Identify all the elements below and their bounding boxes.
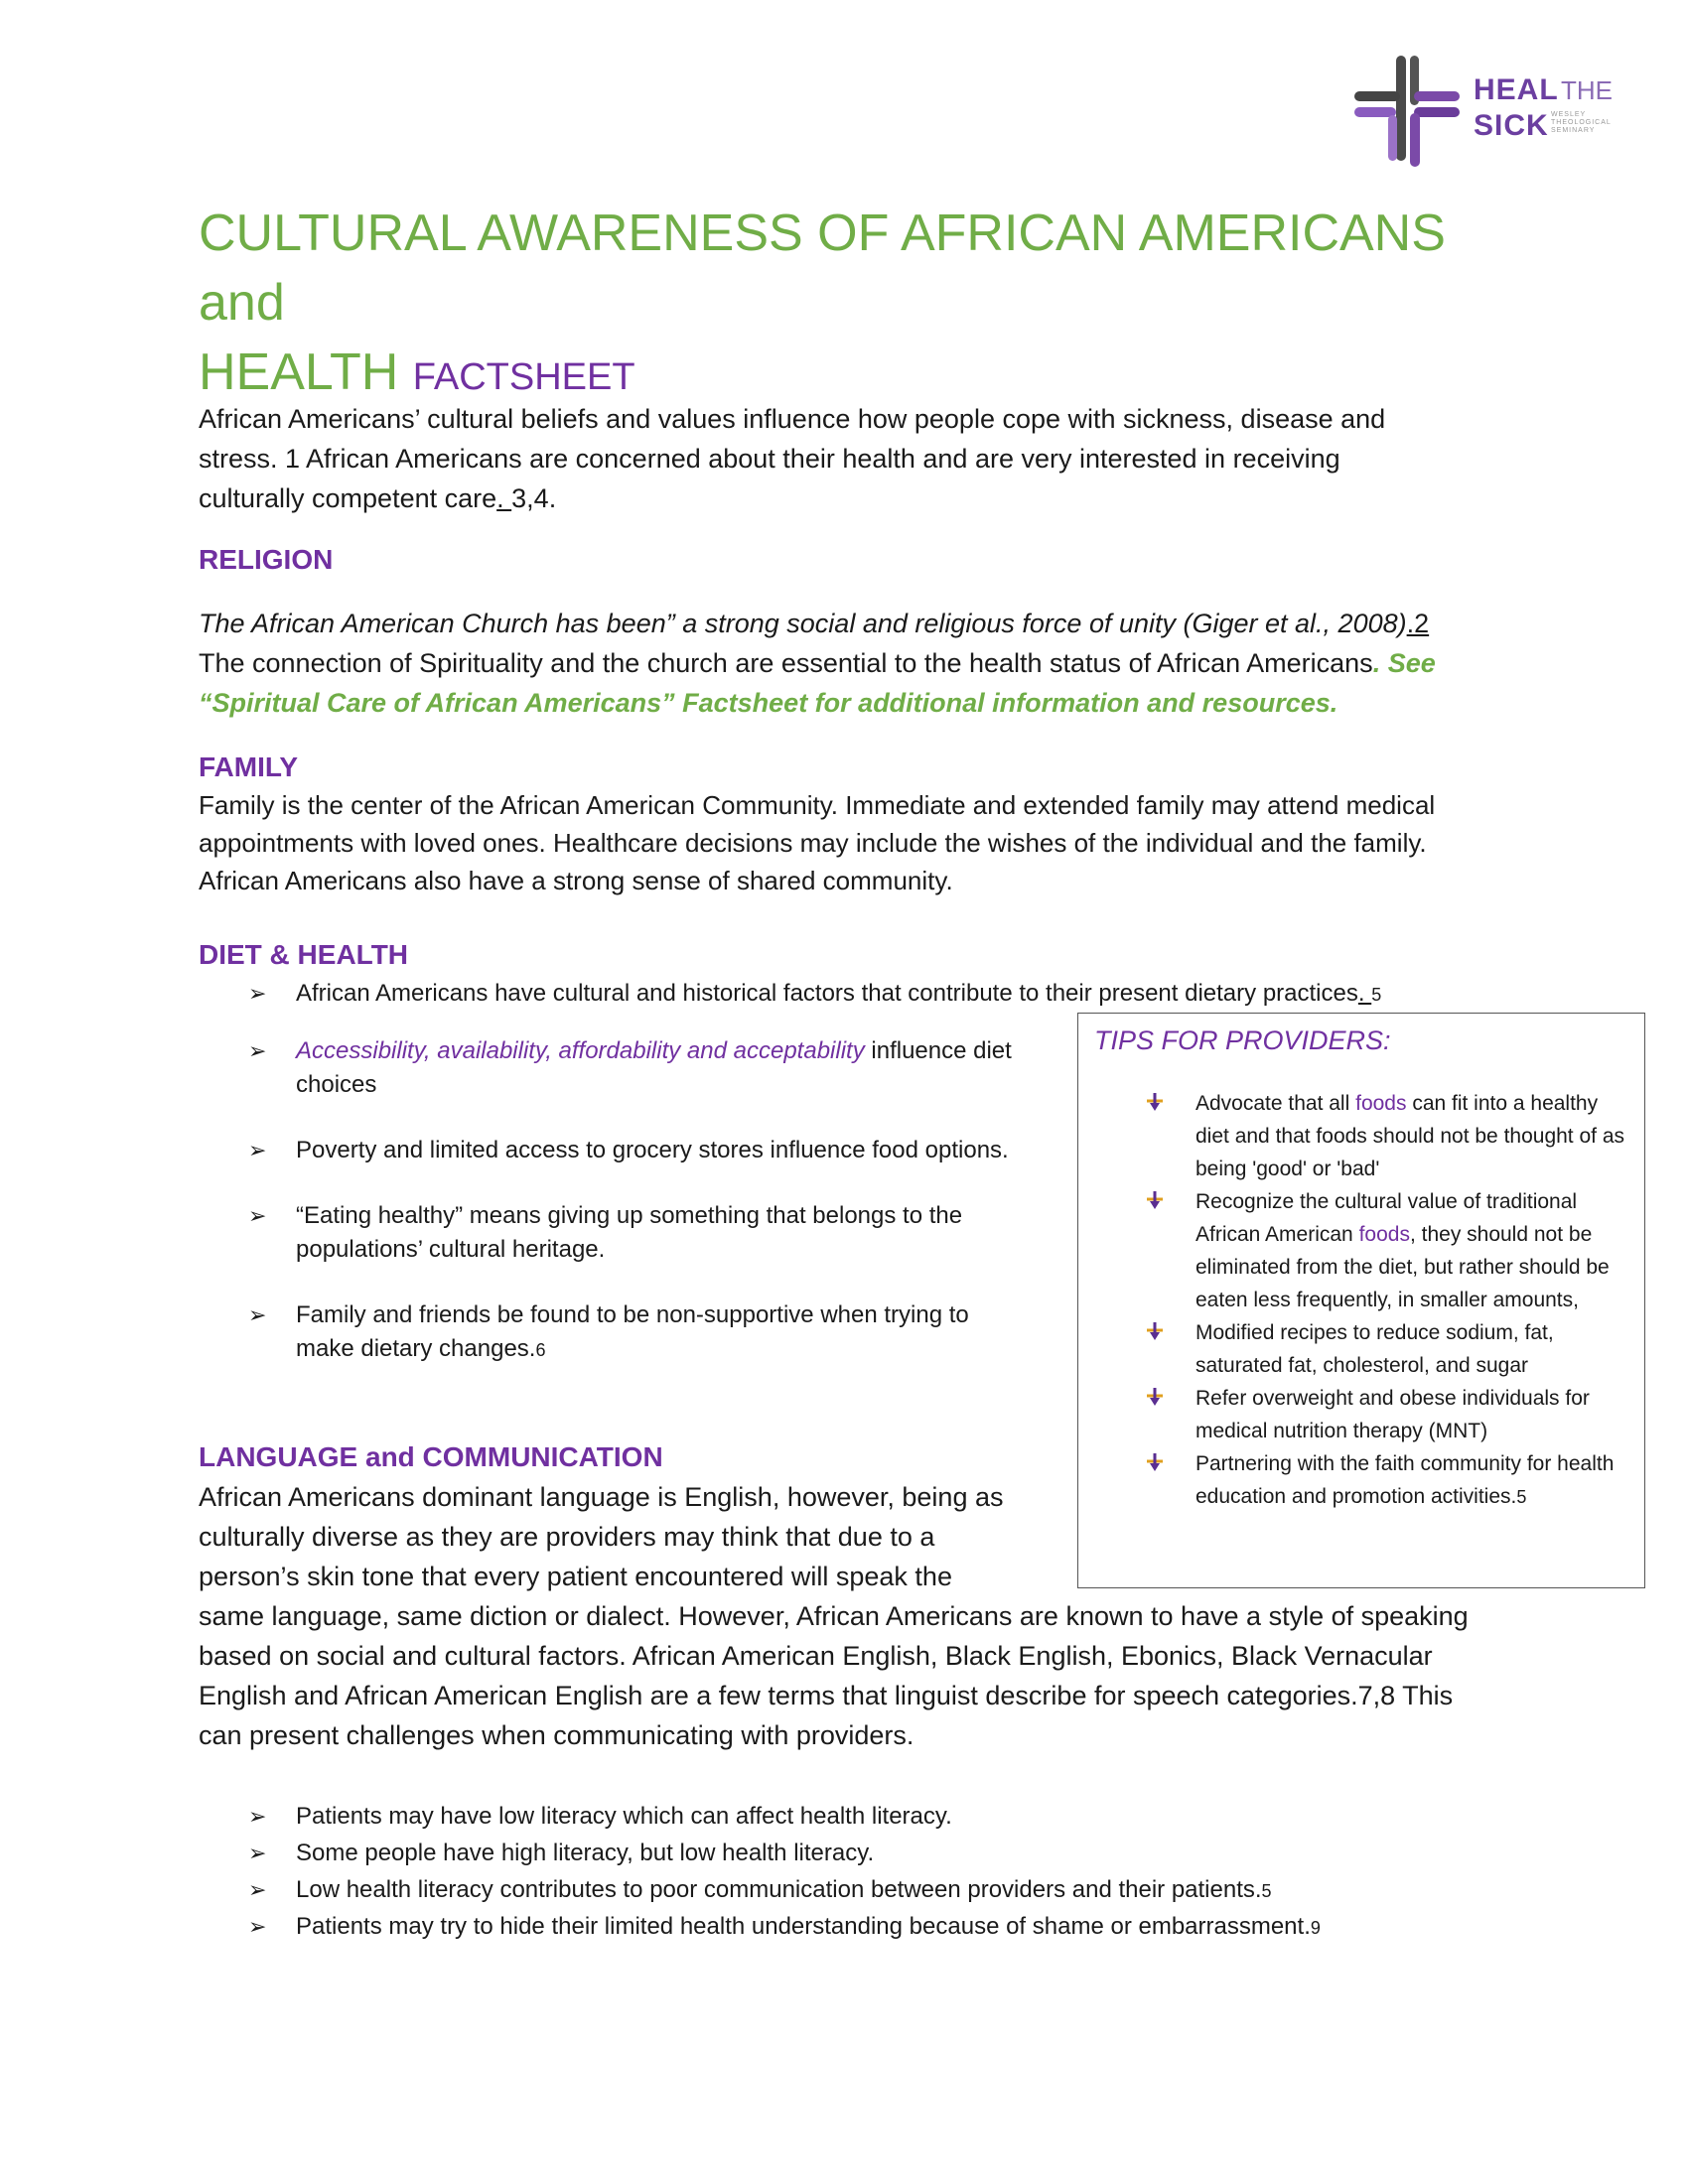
- cross-logo-icon: [1352, 52, 1462, 169]
- language-heading: LANGUAGE and COMMUNICATION: [199, 1441, 663, 1472]
- list-item: ➢ African Americans have cultural and historical factors that contribute to their present dietary practices. 5: [199, 977, 1539, 1012]
- arrow-bullet-icon: ➢: [248, 1804, 267, 1829]
- family-paragraph: Family is the center of the African American Community. Immediate and extended family may attend medical appointments with loved ones. Healthcare decisions may include the wishes of the individual and the family. African Americans also have a strong sense of shared community.: [199, 790, 1436, 895]
- family-heading: FAMILY: [199, 751, 299, 782]
- language-line-3: person’s skin tone that every patient encountered will speak the: [199, 1562, 952, 1591]
- religion-text: The connection of Spirituality and the church are essential to the health status of African Americans: [199, 648, 1373, 678]
- logo-the-text: THE: [1561, 75, 1613, 105]
- diet-list: [199, 1034, 1033, 1367]
- intro-ref: 3,4.: [511, 483, 557, 513]
- language-line-1: African Americans dominant language is English, however, being as: [199, 1482, 1004, 1512]
- list-item: ➢ Patients may try to hide their limited health understanding because of shame or embarrassment.9: [199, 1909, 1539, 1946]
- diet-heading: DIET & HEALTH: [199, 939, 409, 970]
- arrow-bullet-icon: ➢: [248, 1914, 267, 1939]
- list-item: ➢ Some people have high literacy, but low health literacy.: [199, 1836, 1539, 1872]
- title-factsheet: FACTSHEET: [412, 356, 635, 398]
- list-item: Advocate that all foods can fit into a healthy diet and that foods should not be thought of as being 'good' or 'bad': [1078, 1087, 1644, 1185]
- arrow-bullet-icon: ➢: [248, 1138, 267, 1162]
- list-item: ➢ Patients may have low literacy which can affect health literacy.: [199, 1799, 1539, 1836]
- logo-heal-text: HEAL: [1474, 73, 1559, 106]
- language-rest: same language, same diction or dialect. However, African Americans are known to have a style of speaking based on social and cultural factors. African American English, Black English, Ebonics, Black Vernacular English and African American English are a few terms that linguist describe for speech categories.7,8 This can present challenges when communicating with providers.: [199, 1601, 1469, 1750]
- arrow-bullet-icon: ➢: [248, 981, 267, 1006]
- arrow-down-bullet-icon: [1146, 1189, 1164, 1211]
- list-item: ➢ Family and friends be found to be non-supportive when trying to make dietary changes.6: [199, 1298, 1033, 1367]
- list-item: ➢ Accessibility, availability, affordability and acceptability influence diet choices: [199, 1034, 1033, 1102]
- diet-first-list: [199, 977, 1539, 1012]
- arrow-bullet-icon: ➢: [248, 1203, 267, 1228]
- religion-quote: The African American Church has been” a strong social and religious force of unity (Giger et al., 2008): [199, 609, 1407, 638]
- arrow-bullet-icon: ➢: [248, 1841, 267, 1865]
- page-title: [199, 199, 1489, 412]
- list-item: Partnering with the faith community for health education and promotion activities.5: [1078, 1447, 1644, 1514]
- intro-paragraph: [199, 399, 1450, 518]
- intro-text: African Americans’ cultural beliefs and values influence how people cope with sickness, disease and stress. 1 African Americans are concerned about their health and are very interested in receiving culturally competent care: [199, 404, 1386, 513]
- arrow-bullet-icon: ➢: [248, 1038, 267, 1063]
- list-item: ➢ Low health literacy contributes to poor communication between providers and their patients.5: [199, 1872, 1539, 1909]
- logo-seminary-text: WESLEY THEOLOGICAL SEMINARY: [1551, 111, 1612, 134]
- religion-heading: RELIGION: [199, 544, 334, 575]
- arrow-down-bullet-icon: [1146, 1091, 1164, 1113]
- language-list: [199, 1799, 1539, 1946]
- list-item: ➢ Poverty and limited access to grocery stores influence food options.: [199, 1134, 1033, 1167]
- tips-list: [1078, 1087, 1644, 1514]
- list-item: Recognize the cultural value of traditional African American foods, they should not be eliminated from the diet, but rather should be eaten less frequently, in smaller amounts,: [1078, 1185, 1644, 1316]
- intro-tail: .: [496, 483, 512, 513]
- arrow-bullet-icon: ➢: [248, 1877, 267, 1902]
- arrow-down-bullet-icon: [1146, 1451, 1164, 1473]
- arrow-bullet-icon: ➢: [248, 1302, 267, 1327]
- list-item: Refer overweight and obese individuals for medical nutrition therapy (MNT): [1078, 1382, 1644, 1447]
- tips-title: TIPS FOR PROVIDERS:: [1094, 1025, 1391, 1055]
- arrow-down-bullet-icon: [1146, 1320, 1164, 1342]
- list-item: Modified recipes to reduce sodium, fat, saturated fat, cholesterol, and sugar: [1078, 1316, 1644, 1382]
- religion-paragraph: [199, 604, 1489, 723]
- language-line-2: culturally diverse as they are providers may think that due to a: [199, 1522, 935, 1552]
- list-item: ➢ “Eating healthy” means giving up something that belongs to the populations’ cultural heritage.: [199, 1199, 1033, 1267]
- title-health: HEALTH: [199, 343, 399, 401]
- arrow-down-bullet-icon: [1146, 1386, 1164, 1408]
- title-line-1: CULTURAL AWARENESS OF AFRICAN AMERICANS and: [199, 205, 1446, 332]
- logo-sick-text: SICK: [1474, 109, 1549, 142]
- language-paragraph: [199, 1477, 1489, 1755]
- heal-the-sick-logo: [1352, 52, 1630, 169]
- religion-see-link[interactable]: . See “Spiritual Care of African Americans” Factsheet for additional information and resources.: [199, 648, 1436, 718]
- religion-quote-ref: .2: [1406, 609, 1430, 638]
